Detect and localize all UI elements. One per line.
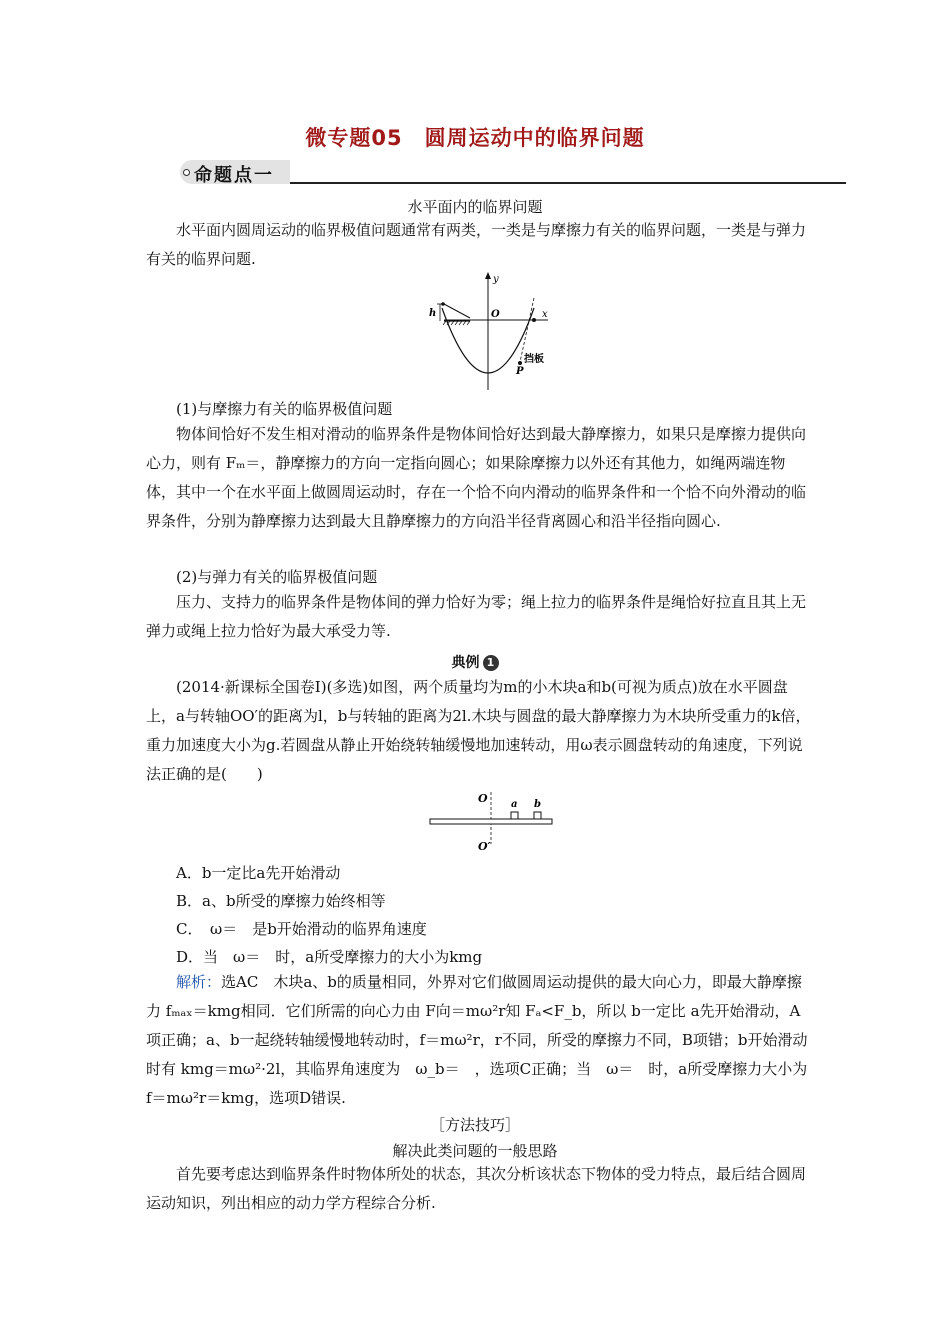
example-number: 1 xyxy=(483,655,499,671)
option-d: D．当 ω＝ 时，a所受摩擦力的大小为kmg xyxy=(176,948,483,966)
block-b-label: b xyxy=(534,799,541,810)
method-label: ［方法技巧］ xyxy=(429,1116,520,1134)
method-title: 解决此类问题的一般思路 xyxy=(392,1142,558,1160)
analysis-text: 选AC 木块a、b的质量相同，外界对它们做圆周运动提供的最大向心力，即最大静摩擦力 fₘₐₓ＝kmg相同．它们所需的向心力由 F向＝mω²r知 Fₐ<F_b，所以 b一定比 a先开始滑动，A项正确；a、b一起绕转轴缓慢地转动时，f＝mω²r，r不同，所受的摩擦力不同，B项错；b开始滑动时有 kmg＝mω²·2l，其临界角速度为 ω_b＝ ，选项C正确；当 ω＝ 时，a所受摩擦力大小为 f＝mω²r＝kmg，选项D错误. xyxy=(146,973,808,1107)
parabola-figure xyxy=(420,270,560,395)
intro-paragraph: 水平面内圆周运动的临界极值问题通常有两类，一类是与摩擦力有关的临界问题，一类是与弹力有关的临界问题. xyxy=(146,221,807,268)
section-tag xyxy=(180,160,290,184)
x-axis-label: x xyxy=(542,309,548,320)
block-a-label: a xyxy=(511,799,518,810)
example-label xyxy=(0,652,950,672)
y-axis-label: y xyxy=(493,274,499,285)
bullet-icon xyxy=(183,169,190,176)
option-a: A．b一定比a先开始滑动 xyxy=(176,864,341,882)
axis-top-label: O xyxy=(478,792,488,805)
board-label: 挡板 xyxy=(524,354,544,365)
part2-paragraph: 压力、支持力的临界条件是物体间的弹力恰好为零；绳上拉力的临界条件是绳恰好拉直且其上无弹力或绳上拉力恰好为最大承受力等. xyxy=(146,593,807,640)
h-label: h xyxy=(429,308,437,319)
turntable-figure xyxy=(428,788,554,854)
section-tag-label: 命题点一 xyxy=(194,165,274,186)
block-a xyxy=(511,812,518,819)
block-b xyxy=(534,812,541,819)
p-label: P xyxy=(516,366,524,377)
section-divider xyxy=(290,182,846,184)
section-header xyxy=(180,160,846,184)
example-label-text: 典例 xyxy=(451,655,480,671)
part2-heading: (2)与弹力有关的临界极值问题 xyxy=(176,568,378,586)
axis-bottom-label: O′ xyxy=(478,840,491,853)
part1-paragraph: 物体间恰好不发生相对滑动的临界条件是物体间恰好达到最大静摩擦力，如果只是摩擦力提供向心力，则有 Fₘ＝，静摩擦力的方向一定指向圆心；如果除摩擦力以外还有其他力，如绳两端连物体，其中一个在水平面上做圆周运动时，存在一个恰不向内滑动的临界条件和一个恰不向外滑动的临界条件，分别为静摩擦力达到最大且静摩擦力的方向沿半径背离圆心和沿半径指向圆心. xyxy=(146,425,807,530)
option-b: B．a、b所受的摩擦力始终相等 xyxy=(176,892,386,910)
method-paragraph: 首先要考虑达到临界条件时物体所处的状态，其次分析该状态下物体的受力特点，最后结合圆周运动知识，列出相应的动力学方程综合分析. xyxy=(146,1165,807,1212)
origin-label: O xyxy=(491,309,500,320)
analysis-label: 解析： xyxy=(176,973,222,991)
example-paragraph: (2014·新课标全国卷Ⅰ)(多选)如图，两个质量均为m的小木块a和b(可视为质点)放在水平圆盘上，a与转轴OO′的距离为l，b与转轴的距离为2l.木块与圆盘的最大静摩擦力为木块所受重力的k倍，重力加速度大小为g.若圆盘从静止开始绕转轴缓慢地加速转动，用ω表示圆盘转动的角速度，下列说法正确的是( ) xyxy=(146,678,811,783)
part1-heading: (1)与摩擦力有关的临界极值问题 xyxy=(176,400,393,418)
analysis-paragraph xyxy=(146,968,812,1113)
subtitle: 水平面内的临界问题 xyxy=(407,198,543,216)
turntable-disk xyxy=(430,819,552,824)
page-title: 微专题05 圆周运动中的临界问题 xyxy=(305,126,645,150)
option-c: C． ω＝ 是b开始滑动的临界角速度 xyxy=(176,920,427,938)
